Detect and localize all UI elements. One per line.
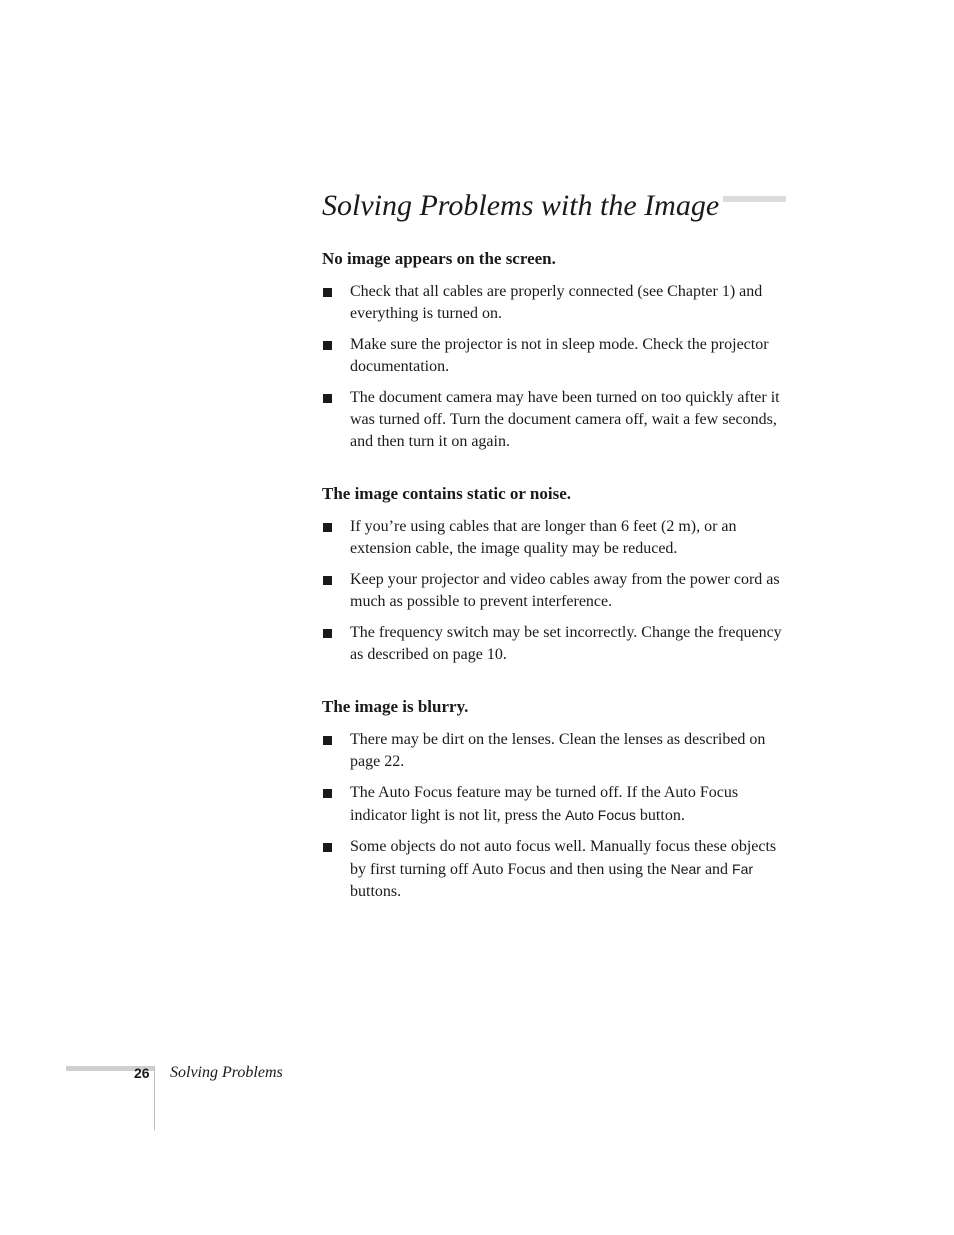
list-item-text-mid: and <box>700 861 733 878</box>
list-item <box>322 836 786 903</box>
square-bullet-icon <box>323 789 332 798</box>
section-static-noise <box>322 481 786 666</box>
footer-section-name: Solving Problems <box>170 1064 283 1081</box>
list-item-text-pre: The Auto Focus feature may be turned off. If the Auto Focus indicator light is not lit, press the <box>350 784 739 824</box>
bullet-list <box>322 516 786 666</box>
page-title: Solving Problems with the Image <box>322 186 723 226</box>
list-item-text-post: buttons. <box>350 883 402 900</box>
list-item <box>322 387 786 453</box>
section-blurry <box>322 694 786 903</box>
list-item-text: Check that all cables are properly connected (see Chapter 1) and everything is turned on. <box>350 283 763 322</box>
list-item <box>322 622 786 666</box>
square-bullet-icon <box>323 843 332 852</box>
far-button-label: Far <box>732 861 754 877</box>
list-item-text <box>350 784 738 824</box>
list-item <box>322 334 786 378</box>
near-button-label: Near <box>670 861 701 877</box>
list-item-text: The frequency switch may be set incorrectly. Change the frequency as described on page 10. <box>350 624 782 663</box>
section-heading: The image is blurry. <box>322 697 469 716</box>
list-item <box>322 729 786 773</box>
bullet-list <box>322 729 786 903</box>
list-item <box>322 569 786 613</box>
section-no-image <box>322 246 786 453</box>
square-bullet-icon <box>323 341 332 350</box>
page-number: 26 <box>134 1065 150 1081</box>
footer-divider <box>154 1066 155 1130</box>
square-bullet-icon <box>323 629 332 638</box>
auto-focus-button-label: Auto Focus <box>565 807 636 823</box>
list-item-text: Keep your projector and video cables away from the power cord as much as possible to prevent interference. <box>350 571 780 610</box>
list-item-text: There may be dirt on the lenses. Clean the lenses as described on page 22. <box>350 731 766 770</box>
square-bullet-icon <box>323 736 332 745</box>
square-bullet-icon <box>323 394 332 403</box>
list-item <box>322 281 786 325</box>
square-bullet-icon <box>323 288 332 297</box>
list-item-text: The document camera may have been turned on too quickly after it was turned off. Turn the document camera off, wait a few seconds, and then turn it on again. <box>350 389 780 450</box>
list-item-text <box>350 838 776 900</box>
section-heading: The image contains static or noise. <box>322 484 572 503</box>
list-item <box>322 516 786 560</box>
bullet-list <box>322 281 786 453</box>
square-bullet-icon <box>323 576 332 585</box>
content <box>322 246 786 931</box>
section-heading: No image appears on the screen. <box>322 249 556 268</box>
list-item-text: If you’re using cables that are longer than 6 feet (2 m), or an extension cable, the image quality may be reduced. <box>350 518 737 557</box>
list-item-text-post: button. <box>635 807 685 824</box>
square-bullet-icon <box>323 523 332 532</box>
list-item-text-pre: Some objects do not auto focus well. Manually focus these objects by first turning off Auto Focus and then using the <box>350 838 777 878</box>
list-item-text: Make sure the projector is not in sleep mode. Check the projector documentation. <box>350 336 769 375</box>
list-item <box>322 782 786 827</box>
